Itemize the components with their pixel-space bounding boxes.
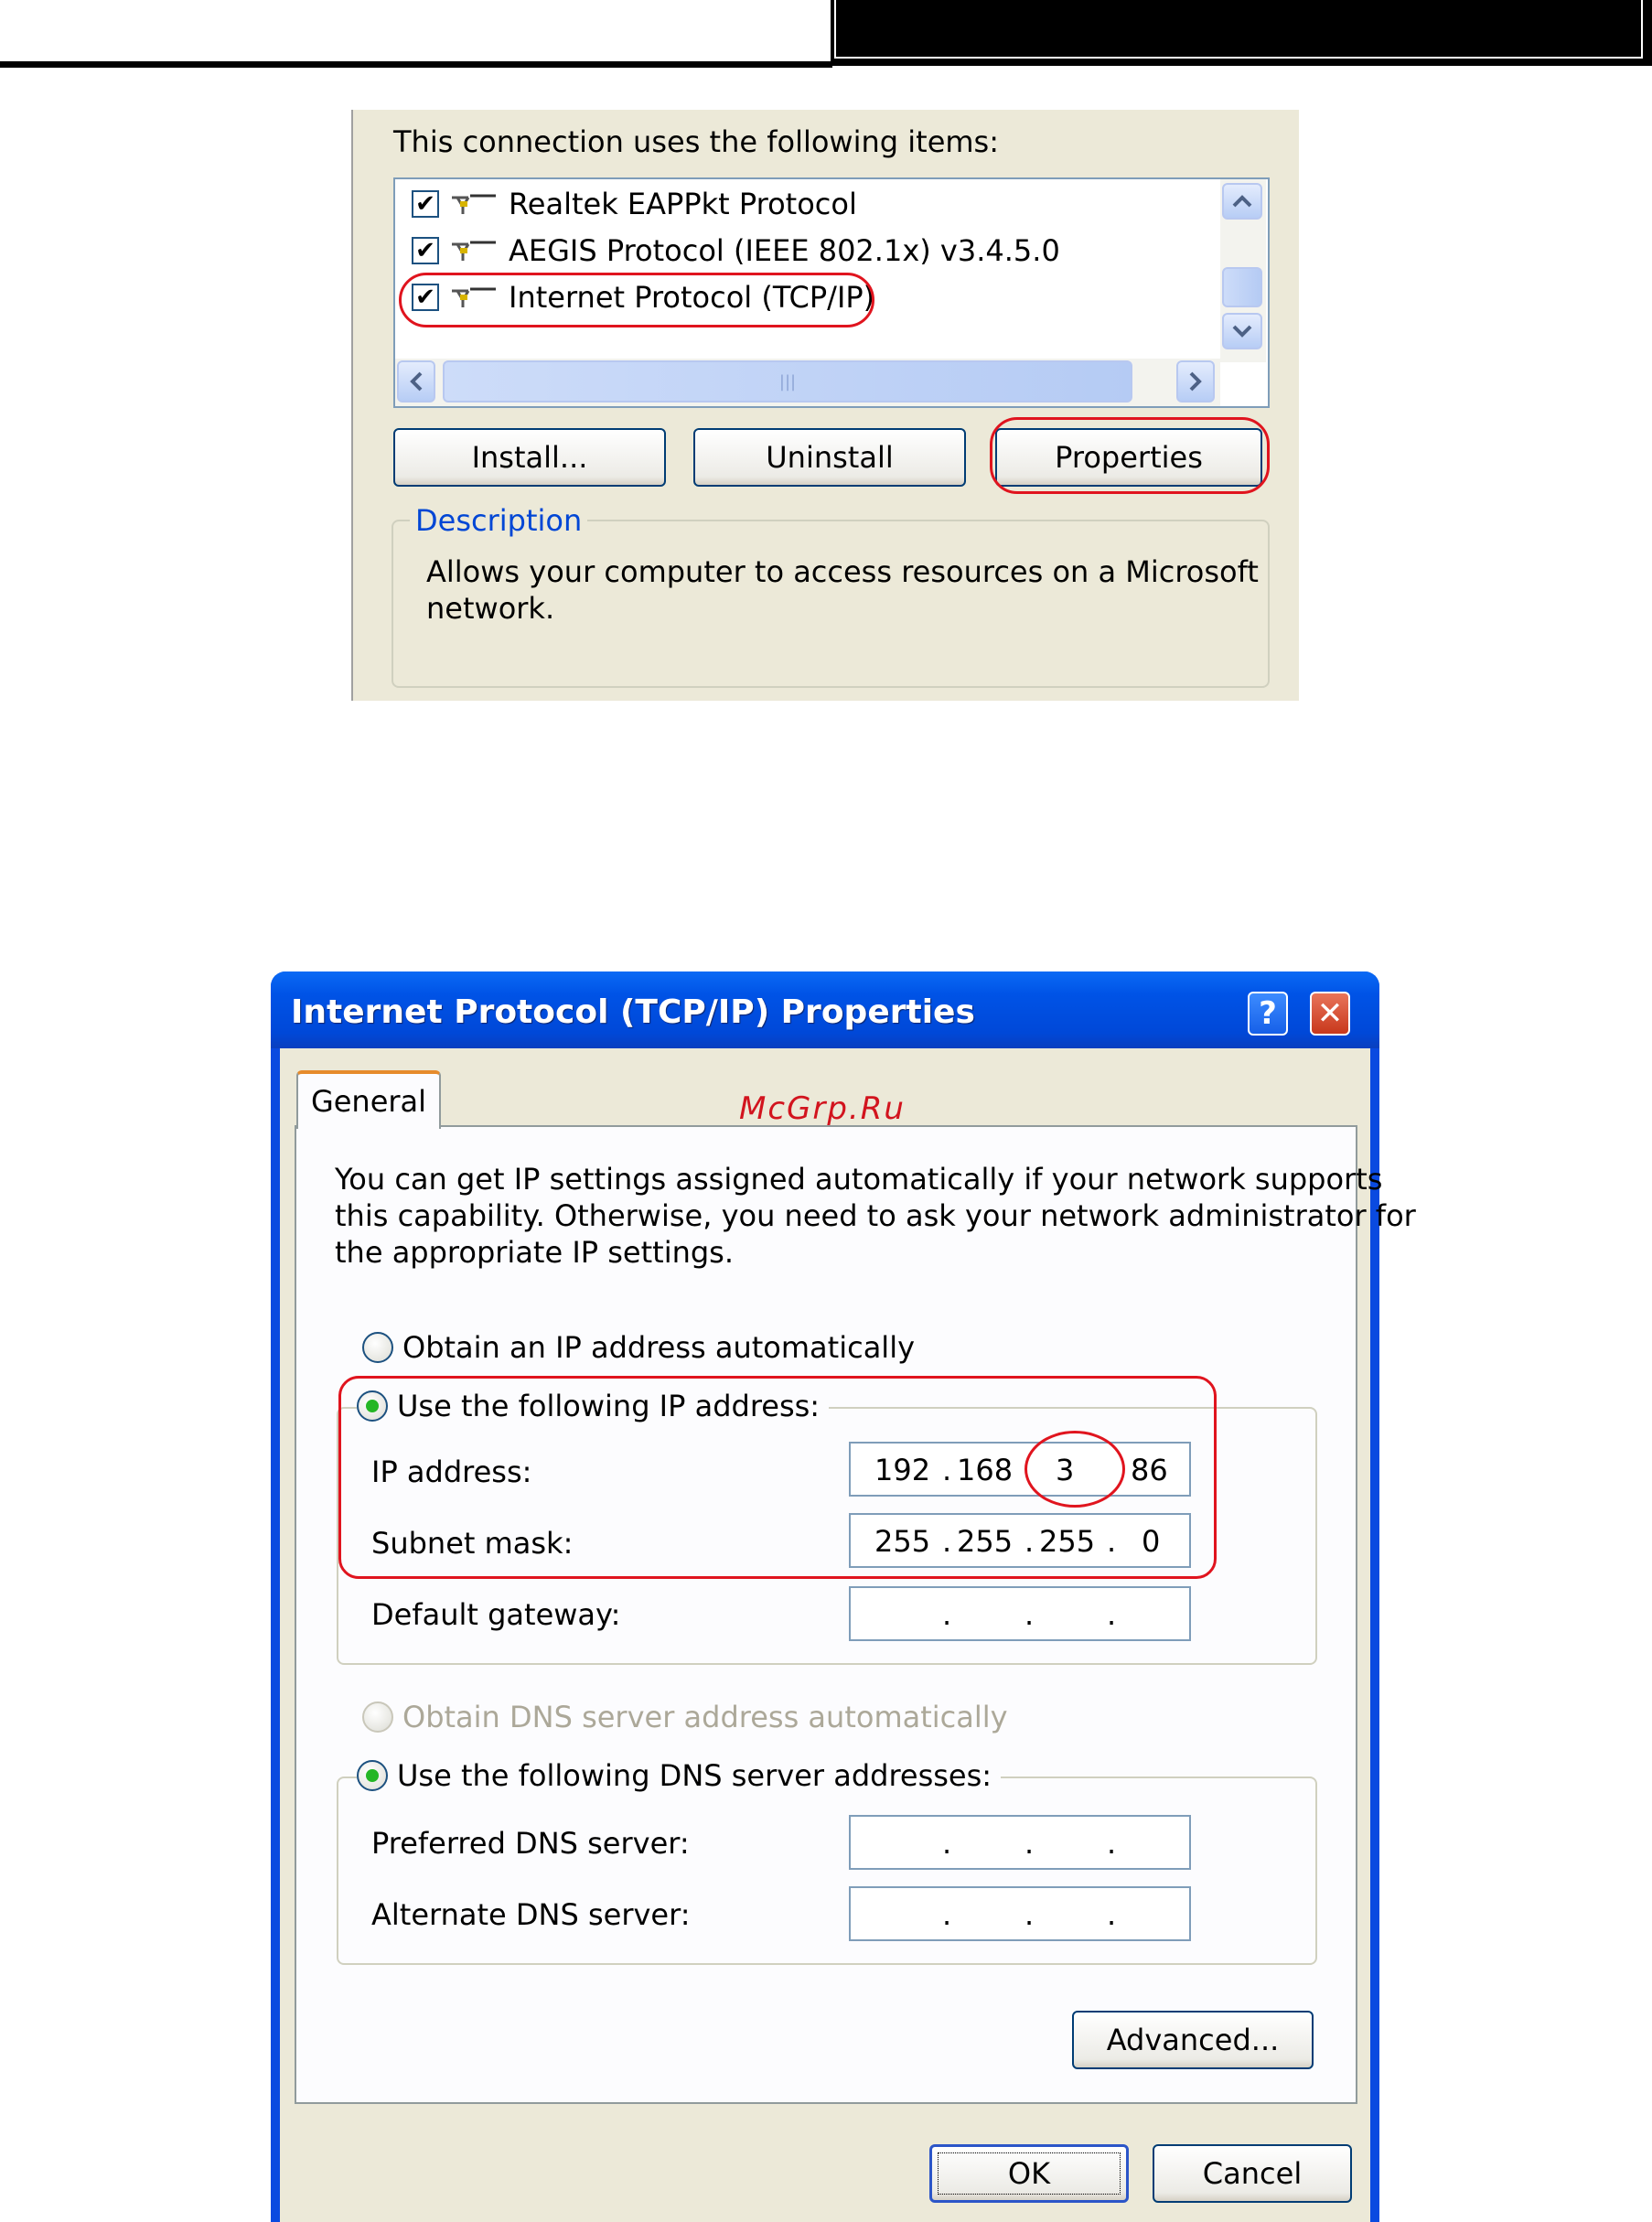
ip-dot: . [1107,1826,1117,1861]
checkbox[interactable]: ✔ [412,237,439,264]
obtain-ip-auto-radio[interactable] [362,1330,915,1365]
install-button[interactable]: Install... [393,428,666,487]
cancel-button[interactable]: Cancel [1153,2144,1352,2203]
tab-general[interactable]: General [296,1070,441,1129]
ip-dot: . [1024,1524,1035,1559]
dialog-title: Internet Protocol (TCP/IP) Properties [291,993,975,1031]
default-gateway-label: Default gateway: [371,1597,621,1632]
radio-indicator[interactable] [357,1760,388,1791]
description-legend: Description [410,503,587,538]
intro-text-line3: the appropriate IP settings. [335,1235,735,1270]
chevron-left-icon [410,371,423,392]
use-following-dns-label: Use the following DNS server addresses: [397,1758,992,1793]
ip-dot: . [942,1453,952,1487]
subnet-mask-label: Subnet mask: [371,1526,574,1561]
use-following-ip-label: Use the following IP address: [397,1389,821,1423]
ok-button[interactable]: OK [929,2144,1129,2203]
description-text-line1: Allows your computer to access resources on a Microsoft [426,554,1259,589]
obtain-dns-auto-radio[interactable] [362,1700,1008,1734]
ip-octet: 0 [1142,1524,1161,1559]
list-item-label: Realtek EAPPkt Protocol [509,187,857,221]
ip-octet: 255 [957,1524,1014,1559]
header-bar-inner [834,0,1643,59]
scroll-up-button[interactable] [1222,183,1262,220]
obtain-dns-auto-label: Obtain DNS server address automatically [402,1700,1008,1734]
preferred-dns-input[interactable] [849,1815,1191,1870]
ip-dot: . [1024,1897,1035,1932]
annotation-circle-third-octet [1024,1431,1125,1508]
obtain-ip-auto-label: Obtain an IP address automatically [402,1330,916,1365]
watermark: McGrp.Ru [739,1090,906,1127]
ip-octet: 86 [1131,1453,1168,1487]
ip-octet: 255 [874,1524,931,1559]
items-label: This connection uses the following items: [393,124,999,159]
network-protocol-icon [450,237,498,264]
vertical-scroll-thumb[interactable] [1222,267,1262,307]
network-protocol-icon [450,190,498,218]
properties-button[interactable]: Properties [995,428,1262,487]
ip-dot: . [1107,1524,1117,1559]
alternate-dns-label: Alternate DNS server: [371,1897,691,1932]
intro-text-line1: You can get IP settings assigned automatically if your network supports [335,1162,1383,1197]
intro-text-line2: this capability. Otherwise, you need to ask your network administrator for [335,1198,1416,1233]
advanced-button[interactable]: Advanced... [1072,2011,1314,2069]
ip-dot: . [1107,1597,1117,1632]
checkbox[interactable]: ✔ [412,190,439,218]
preferred-dns-label: Preferred DNS server: [371,1826,690,1861]
list-item[interactable] [412,233,1060,268]
ip-dot: . [942,1826,952,1861]
radio-indicator[interactable] [362,1332,393,1363]
chevron-right-icon [1189,371,1202,392]
chevron-down-icon [1232,325,1252,338]
list-item-label: Internet Protocol (TCP/IP) [509,280,875,315]
ip-dot: . [1107,1897,1117,1932]
description-text-line2: network. [426,591,555,626]
close-button[interactable] [1310,992,1350,1036]
radio-indicator[interactable] [362,1701,393,1733]
scroll-down-button[interactable] [1222,313,1262,349]
ip-octet: 3 [1056,1453,1075,1487]
ip-address-label: IP address: [371,1454,532,1489]
close-icon: ✕ [1316,995,1344,1032]
ip-dot: . [942,1524,952,1559]
ip-octet: 192 [874,1453,931,1487]
help-button[interactable] [1248,992,1288,1036]
default-gateway-input[interactable] [849,1586,1191,1641]
ip-octet: 255 [1039,1524,1096,1559]
scroll-left-button[interactable] [397,360,435,403]
annotation-circle-properties [990,417,1270,494]
ip-dot: . [942,1897,952,1932]
checkbox[interactable]: ✔ [412,284,439,311]
uninstall-button[interactable]: Uninstall [693,428,966,487]
header-rule [0,61,832,68]
horizontal-scroll-thumb[interactable]: ||| [443,360,1132,403]
ip-dot: . [1024,1826,1035,1861]
ip-dot: . [942,1597,952,1632]
ip-octet: 168 [957,1453,1014,1487]
ip-dot: . [1024,1597,1035,1632]
help-icon: ? [1259,995,1277,1032]
list-item-label: AEGIS Protocol (IEEE 802.1x) v3.4.5.0 [509,233,1060,268]
chevron-up-icon [1232,195,1252,208]
annotation-circle-tcpip [399,273,874,327]
alternate-dns-input[interactable] [849,1886,1191,1941]
scroll-right-button[interactable] [1176,360,1215,403]
list-item[interactable] [412,187,857,221]
use-following-dns-radio[interactable] [357,1758,1001,1793]
